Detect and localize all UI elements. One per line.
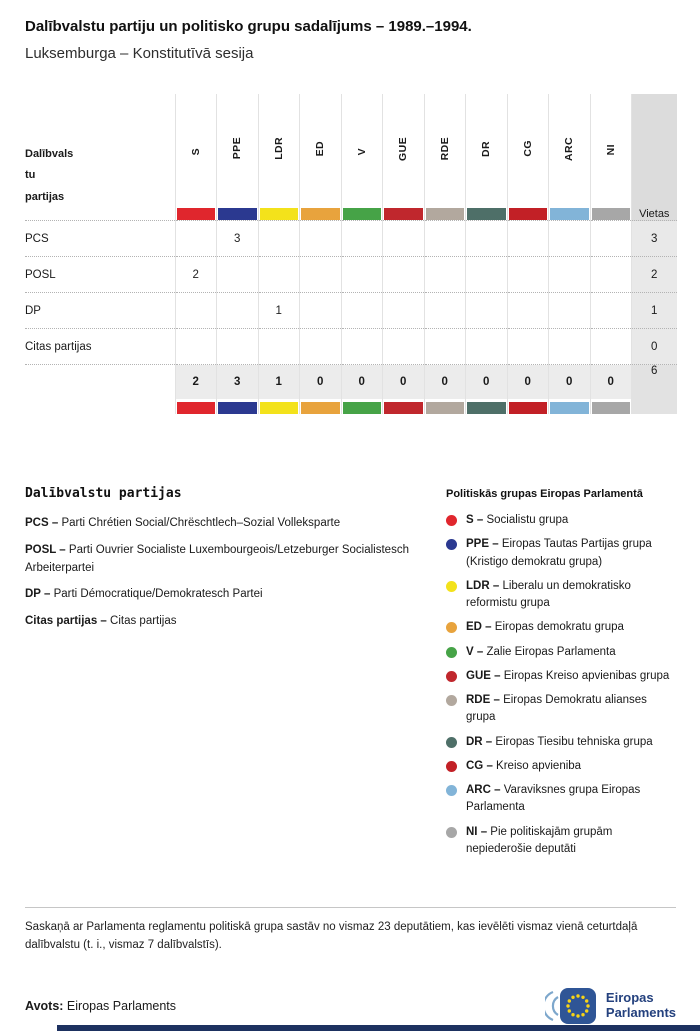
column-header-gue: GUE: [383, 94, 425, 208]
seats-total-cell: 6: [632, 365, 677, 415]
group-legend: [446, 486, 676, 865]
table-cell: [300, 221, 342, 257]
table-cell: [300, 293, 342, 329]
row-label: Citas partijas: [25, 329, 175, 365]
group-color-dot: [446, 737, 457, 748]
party-legend-item: PCS – Parti Chrétien Social/Chrëschtlech–Sozial Volleksparte: [25, 517, 341, 529]
table-cell: [217, 293, 259, 329]
group-color-bar: [467, 208, 506, 220]
party-legend-heading: Dalībvalstu partijas: [25, 486, 182, 501]
table-cell: [424, 329, 466, 365]
table-cell: [300, 329, 342, 365]
table-cell: [383, 329, 425, 365]
seats-cell: 0: [632, 329, 677, 365]
seats-table: [25, 94, 677, 414]
row-header-label: Dalībvals tu partijas: [25, 147, 74, 203]
source-value: Eiropas Parlaments: [66, 998, 176, 1013]
table-cell: [424, 221, 466, 257]
european-parliament-logo: [545, 985, 676, 1027]
row-label: DP: [25, 293, 175, 329]
total-cell: 0: [424, 365, 466, 415]
table-cell: [549, 293, 591, 329]
eu-parliament-logo-icon: [545, 985, 597, 1027]
table-row-pcs: [25, 221, 677, 257]
group-color-bar: [426, 208, 465, 220]
party-legend-item: Citas partijas – Citas partijas: [25, 615, 177, 628]
table-cell: [549, 329, 591, 365]
total-cell: 0: [341, 365, 383, 415]
group-color-bar: [509, 402, 548, 414]
table-cell: [590, 329, 632, 365]
table-cell: [341, 293, 383, 329]
column-header-rde: RDE: [424, 94, 466, 208]
group-color-dot: [446, 647, 457, 658]
group-color-bar: [550, 208, 589, 220]
group-legend-item: LDR – Liberalu un demokratisko reformistu grupa: [446, 578, 676, 613]
table-cell: [341, 257, 383, 293]
column-header-cg: CG: [507, 94, 549, 208]
group-color-bar: [218, 402, 257, 414]
column-header-s: S: [175, 94, 217, 208]
party-legend: [25, 486, 415, 865]
seats-cell: 3: [632, 221, 677, 257]
table-cell: [549, 257, 591, 293]
column-header-ni: NI: [590, 94, 632, 208]
group-color-bar: [177, 402, 216, 414]
table-cell: [466, 329, 508, 365]
eu-parliament-logo-text: Eiropas Parlaments: [605, 989, 676, 1020]
column-header-dr: DR: [466, 94, 508, 208]
group-color-dot: [446, 515, 457, 526]
row-label: POSL: [25, 257, 175, 293]
group-legend-item: ED – Eiropas demokratu grupa: [446, 619, 676, 636]
table-cell: [258, 257, 300, 293]
table-cell: [424, 257, 466, 293]
group-color-bar: [177, 208, 216, 220]
group-legend-item: RDE – Eiropas Demokratu alianses grupa: [446, 692, 676, 727]
row-label: PCS: [25, 221, 175, 257]
column-header-v: V: [341, 94, 383, 208]
table-cell: 2: [175, 257, 217, 293]
group-legend-item: PPE – Eiropas Tautas Partijas grupa (Kristigo demokratu grupa): [446, 536, 676, 571]
total-cell: 0: [466, 365, 508, 415]
column-header-ppe: PPE: [217, 94, 259, 208]
column-header-vietas: Vietas: [632, 94, 677, 221]
party-legend-item: POSL – Parti Ouvrier Socialiste Luxembourgeois/Letzeburger Socialistesch Arbeiterpartei: [25, 543, 409, 574]
group-color-bar: [467, 402, 506, 414]
group-color-bar: [260, 208, 299, 220]
total-cell: 0: [549, 365, 591, 415]
group-color-bar: [509, 208, 548, 220]
group-color-dot: [446, 622, 457, 633]
legend-section: [25, 486, 676, 865]
table-row-dp: [25, 293, 677, 329]
group-color-bar: [384, 402, 423, 414]
table-cell: [590, 257, 632, 293]
group-color-bar: [384, 208, 423, 220]
group-color-bar: [260, 402, 299, 414]
table-row-posl: [25, 257, 677, 293]
footer: [25, 985, 676, 1027]
table-cell: [217, 329, 259, 365]
table-header-row: [25, 94, 677, 208]
group-color-dot: [446, 539, 457, 550]
group-color-bar: [592, 402, 631, 414]
group-legend-item: S – Socialistu grupa: [446, 512, 676, 529]
group-color-dot: [446, 761, 457, 772]
group-legend-item: CG – Kreiso apvieniba: [446, 758, 676, 775]
table-cell: [258, 221, 300, 257]
table-cell: [549, 221, 591, 257]
group-color-bar-row: [25, 208, 677, 221]
table-cell: [590, 293, 632, 329]
table-cell: [507, 329, 549, 365]
group-color-dot: [446, 671, 457, 682]
table-cell: [466, 293, 508, 329]
table-cell: 3: [217, 221, 259, 257]
table-cell: [466, 221, 508, 257]
table-cell: [341, 329, 383, 365]
table-cell: [383, 293, 425, 329]
table-cell: 1: [258, 293, 300, 329]
group-legend-item: V – Zalie Eiropas Parlamenta: [446, 644, 676, 661]
table-cell: [258, 329, 300, 365]
group-color-bar: [218, 208, 257, 220]
group-legend-item: GUE – Eiropas Kreiso apvienibas grupa: [446, 668, 676, 685]
group-legend-item: ARC – Varaviksnes grupa Eiropas Parlamenta: [446, 782, 676, 817]
column-header-arc: ARC: [549, 94, 591, 208]
total-cell: 0: [507, 365, 549, 415]
total-cell: 0: [300, 365, 342, 415]
table-cell: [175, 221, 217, 257]
source-line: [25, 999, 176, 1013]
table-cell: [341, 221, 383, 257]
group-legend-heading: Politiskās grupas Eiropas Parlamentā: [446, 488, 643, 500]
table-row-citas-partijas: [25, 329, 677, 365]
group-color-dot: [446, 785, 457, 796]
table-cell: [507, 257, 549, 293]
bottom-strip: [57, 1025, 700, 1031]
group-color-dot: [446, 827, 457, 838]
table-cell: [466, 257, 508, 293]
group-color-dot: [446, 581, 457, 592]
seats-cell: 1: [632, 293, 677, 329]
total-cell: 3: [217, 365, 259, 415]
table-cell: [300, 257, 342, 293]
table-cell: [217, 257, 259, 293]
page-subtitle: Luksemburga – Konstitutīvā sesija: [25, 45, 254, 62]
page-title: Dalībvalstu partiju un politisko grupu sadalījums – 1989.–1994.: [25, 18, 472, 35]
group-color-bar: [426, 402, 465, 414]
group-color-bar: [592, 208, 631, 220]
table-total-row: [25, 365, 677, 415]
group-color-bar: [550, 402, 589, 414]
column-header-ldr: LDR: [258, 94, 300, 208]
total-cell: 2: [175, 365, 217, 415]
group-legend-item: NI – Pie politiskajām grupām nepiederošie deputāti: [446, 824, 676, 859]
table-cell: [383, 257, 425, 293]
table-cell: [383, 221, 425, 257]
seats-cell: 2: [632, 257, 677, 293]
group-color-dot: [446, 695, 457, 706]
total-cell: 1: [258, 365, 300, 415]
table-cell: [175, 293, 217, 329]
table-cell: [175, 329, 217, 365]
table-cell: [590, 221, 632, 257]
total-cell: 0: [590, 365, 632, 415]
total-cell: 0: [383, 365, 425, 415]
party-legend-item: DP – Parti Démocratique/Demokratesch Partei: [25, 588, 263, 601]
table-cell: [507, 293, 549, 329]
source-label: Avots:: [25, 998, 64, 1013]
group-legend-item: DR – Eiropas Tiesibu tehniska grupa: [446, 734, 676, 751]
group-color-bar: [301, 208, 340, 220]
group-color-bar: [343, 208, 382, 220]
column-header-ed: ED: [300, 94, 342, 208]
table-cell: [424, 293, 466, 329]
footnote: Saskaņā ar Parlamenta reglamentu politiskā grupa sastāv no vismaz 23 deputātiem, kas ievēlēti vismaz vienā ceturtdaļā dalībvalstu (t. i., vismaz 7 dalībvalstīs).: [25, 907, 676, 955]
group-color-bar: [301, 402, 340, 414]
group-color-bar: [343, 402, 382, 414]
table-cell: [507, 221, 549, 257]
